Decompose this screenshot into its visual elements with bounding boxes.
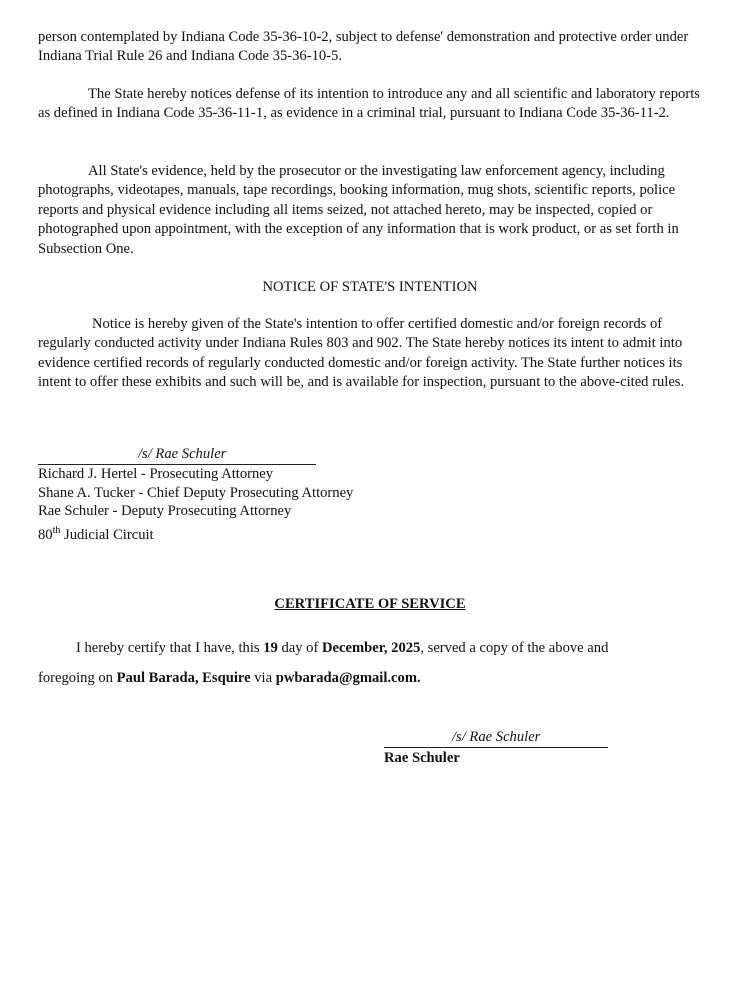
judicial-circuit: 80th Judicial Circuit [38,524,154,543]
certificate-line-1: I hereby certify that I have, this 19 day of December, 2025, served a copy of the above and [76,640,609,656]
signer-line-schuler: Rae Schuler - Deputy Prosecuting Attorney [38,503,292,519]
paragraph-certified-records: Notice is hereby given of the State's intention to offer certified domestic and/or foreign records of regularly conducted activity under Indiana Rules 803 and 902. The State hereby notices its intent to admit into evidence certified records of regularly conducted domestic and/or foreign activity. The State further notices its intent to offer these exhibits and such will be, and is available for inspection, pursuant to the above-cited rules. [38,316,685,391]
certificate-signer-name: Rae Schuler [384,750,460,766]
service-recipient: Paul Barada, Esquire [116,670,251,686]
signer-line-hertel: Richard J. Hertel - Prosecuting Attorney [38,466,274,482]
signer-line-tucker: Shane A. Tucker - Chief Deputy Prosecuting Attorney [38,484,354,501]
notice-heading: NOTICE OF STATE'S INTENTION [262,279,478,295]
signature-line [38,444,316,465]
prosecutor-names [38,465,702,544]
service-email: pwbarada@gmail.com. [275,670,421,686]
prosecutor-signature-block [38,444,318,465]
service-day: 19 [263,640,278,656]
service-month-year: December, 2025 [322,640,421,656]
paragraph-lab-reports: The State hereby notices defense of its intention to introduce any and all scientific and laboratory reports as defined in Indiana Code 35-36-11-1, as evidence in a criminal trial, pursuant to Indiana Code 35-36-11-2. [38,86,700,122]
certificate-heading: CERTIFICATE OF SERVICE [274,596,466,612]
certificate-signature-line [384,727,608,748]
paragraph-state-evidence: All State's evidence, held by the prosecutor or the investigating law enforcement agency, including photographs, videotapes, manuals, tape recordings, booking information, mug shots, scientific reports, police reports and physical evidence including all items seized, not attached hereto, may be inspected, copied or photographed upon appointment, with the exception of any information that is work product, or as set forth in Subsection One. [38,163,679,257]
certificate-signature-block [384,727,610,768]
certificate-signature-text: /s/ Rae Schuler [452,728,541,745]
signature-text: /s/ Rae Schuler [138,445,227,462]
certificate-line-2: foregoing on Paul Barada, Esquire via pwbarada@gmail.com. [38,670,421,686]
paragraph-discovery-order: person contemplated by Indiana Code 35-36-10-2, subject to defense' demonstration and protective order under Indiana Trial Rule 26 and Indiana Code 35-36-10-5. [38,29,689,65]
